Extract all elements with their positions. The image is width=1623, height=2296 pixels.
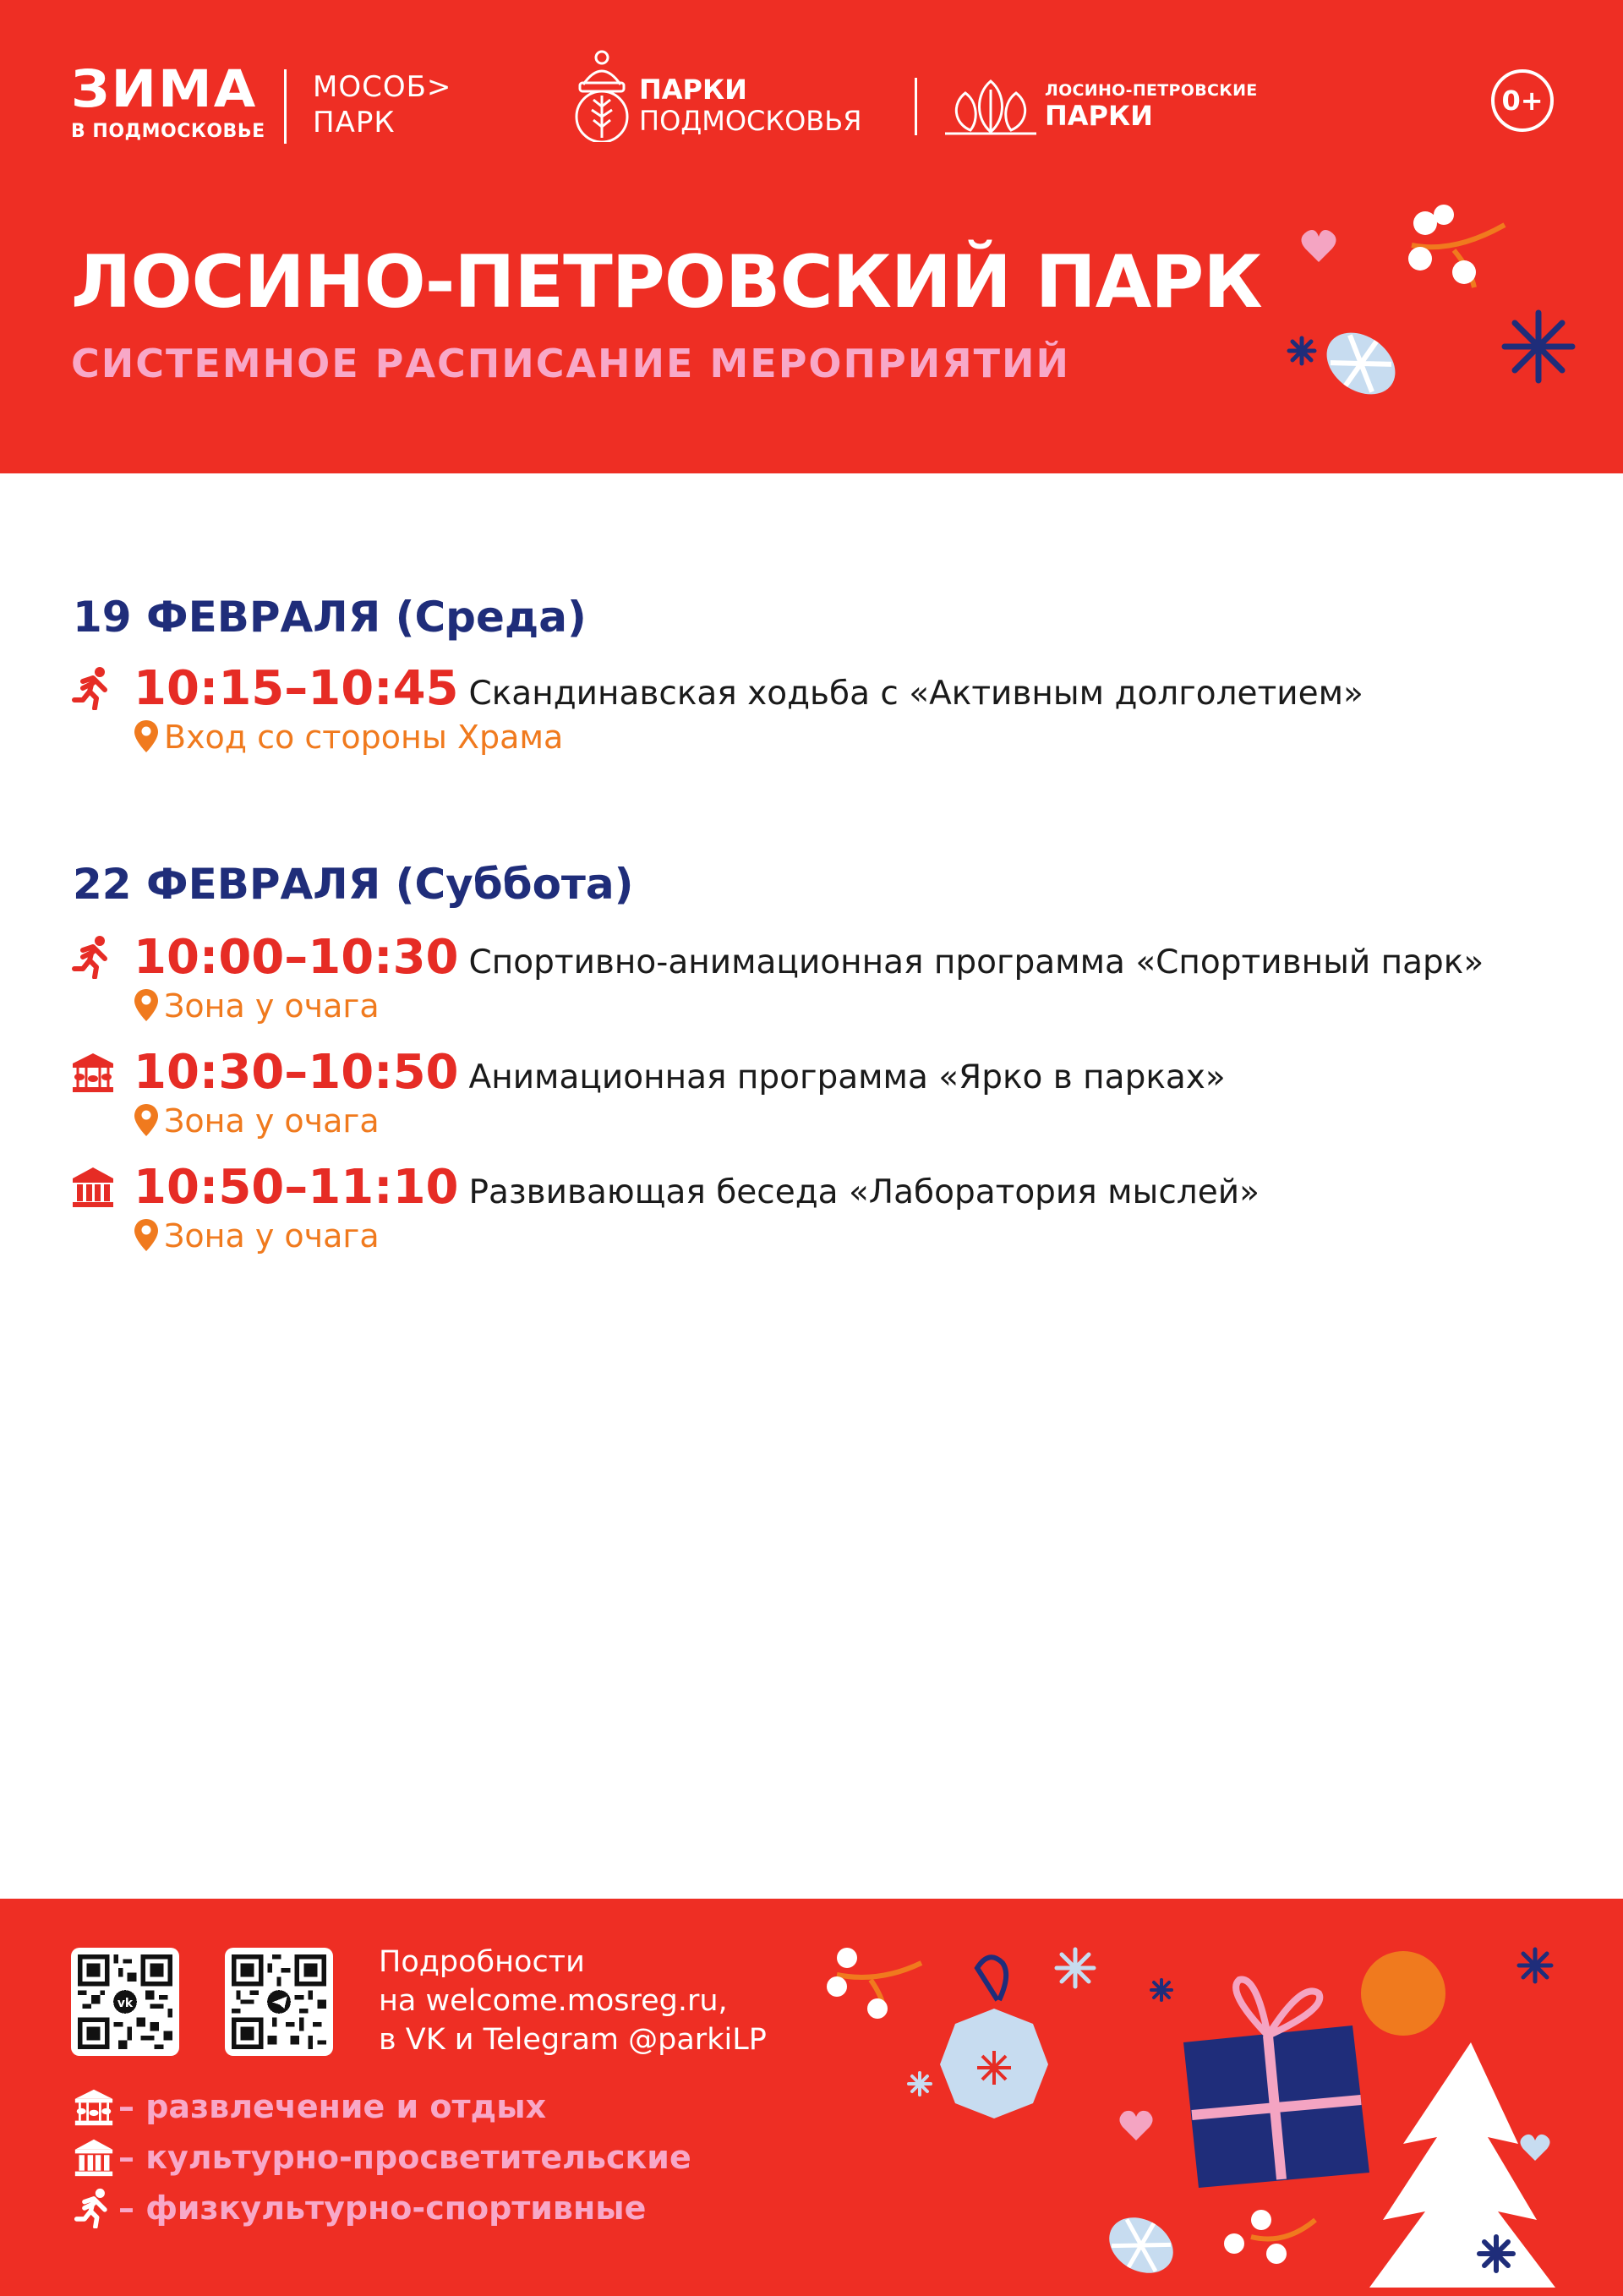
footer — [0, 1899, 1623, 2296]
snowflake-icon — [1057, 1949, 1094, 1987]
snowflake-icon — [1151, 1980, 1172, 2000]
logo-divider-2 — [915, 78, 917, 135]
winter-hat-icon — [571, 49, 639, 142]
parki-logo-line2: ПОДМОСКОВЬЯ — [639, 105, 862, 137]
running-person-icon — [71, 935, 115, 979]
losino-petrovskie-parki-logo — [942, 73, 1263, 140]
gift-box-icon — [1183, 1980, 1369, 2188]
logo-divider — [284, 69, 287, 144]
more-info-text — [379, 1943, 767, 2059]
location-pin-icon — [134, 1102, 159, 1138]
ornament-icon — [940, 1957, 1048, 2118]
day-title: 22 ФЕВРАЛЯ (Суббота) — [73, 860, 634, 909]
snowflake-icon — [1289, 338, 1314, 364]
heart-icon — [1520, 2135, 1549, 2161]
mosobpark-logo-line2: ПАРК — [313, 106, 396, 139]
svg-text:vk: vk — [117, 1996, 134, 2010]
snowflake-icon — [1479, 2237, 1513, 2271]
page-title: ЛОСИНО-ПЕТРОВСКИЙ ПАРК — [71, 240, 1262, 325]
zima-logo-big: ЗИМА — [71, 59, 258, 120]
snowflake-icon — [1505, 313, 1572, 380]
qr-code-icon — [232, 1954, 326, 2049]
event-place: Зона у очага — [164, 1102, 380, 1140]
carousel-icon — [71, 1050, 115, 1094]
event-name: Скандинавская ходьба с «Активным долголетием» — [468, 675, 1363, 713]
legend-text: – физкультурно-спортивные — [118, 2189, 647, 2227]
event-name: Анимационная программа «Ярко в парках» — [468, 1058, 1226, 1096]
location-pin-icon — [134, 1217, 159, 1253]
more-info-line2: на welcome.mosreg.ru, — [379, 1984, 728, 2018]
event-name: Спортивно-анимационная программа «Спортивный парк» — [468, 943, 1484, 981]
telegram-qr-code[interactable] — [225, 1948, 333, 2056]
berries-icon — [827, 1948, 921, 2019]
qr-code-icon — [78, 1954, 172, 2049]
event-time: 10:30–10:50 — [134, 1045, 459, 1100]
lp-logo-line2: ПАРКИ — [1045, 100, 1153, 132]
holiday-decoration-illustration — [812, 1916, 1606, 2288]
heart-icon — [1119, 2111, 1152, 2140]
event-item — [0, 1158, 1623, 1260]
ornament-icon — [1099, 2206, 1183, 2284]
ornament-icon — [1315, 320, 1407, 407]
more-info-line1: Подробности — [379, 1945, 585, 1979]
zima-logo — [71, 59, 265, 144]
museum-icon — [71, 2137, 117, 2178]
orange-icon — [1361, 1951, 1445, 2036]
more-info-line3: в VK и Telegram @parkiLP — [379, 2023, 767, 2057]
event-time: 10:00–10:30 — [134, 930, 459, 985]
event-item — [0, 928, 1623, 1030]
running-person-icon — [71, 666, 115, 710]
event-place: Зона у очага — [164, 1217, 380, 1255]
berries-icon — [1408, 205, 1505, 287]
event-time: 10:50–11:10 — [134, 1160, 459, 1215]
event-item — [0, 659, 1623, 761]
zima-logo-small: В ПОДМОСКОВЬЕ — [71, 121, 265, 142]
heart-icon — [1301, 230, 1336, 262]
running-person-icon — [71, 2188, 117, 2228]
carousel-icon — [71, 2086, 117, 2127]
christmas-tree-icon — [1369, 2042, 1555, 2288]
parki-logo-line1: ПАРКИ — [639, 74, 747, 106]
location-pin-icon — [134, 719, 159, 754]
event-place: Зона у очага — [164, 987, 380, 1025]
event-time: 10:15–10:45 — [134, 661, 459, 716]
leaves-icon — [942, 73, 1040, 140]
berries-icon — [1224, 2210, 1315, 2264]
header — [0, 0, 1623, 473]
event-item — [0, 1043, 1623, 1145]
snowflake-icon — [909, 2073, 931, 2095]
age-rating-badge: 0+ — [1491, 69, 1554, 132]
event-place: Вход со стороны Храма — [164, 719, 564, 756]
museum-icon — [71, 1165, 115, 1209]
legend-text: – развлечение и отдых — [118, 2088, 547, 2125]
vk-qr-code[interactable] — [71, 1948, 179, 2056]
parki-podmoskovya-logo — [571, 49, 910, 142]
lp-logo-line1: ЛОСИНО-ПЕТРОВСКИЕ — [1045, 81, 1258, 100]
mosobpark-logo-line1: МОСОБ> — [313, 70, 452, 104]
mosobpark-logo — [313, 69, 451, 140]
page-subtitle: СИСТЕМНОЕ РАСПИСАНИЕ МЕРОПРИЯТИЙ — [71, 341, 1071, 386]
location-pin-icon — [134, 987, 159, 1023]
snowflake-icon — [1519, 1949, 1551, 1982]
legend-text: – культурно-просветительские — [118, 2139, 691, 2176]
event-name: Развивающая беседа «Лаборатория мыслей» — [468, 1173, 1260, 1211]
winter-decoration-illustration — [1285, 194, 1606, 431]
day-title: 19 ФЕВРАЛЯ (Среда) — [73, 593, 587, 642]
